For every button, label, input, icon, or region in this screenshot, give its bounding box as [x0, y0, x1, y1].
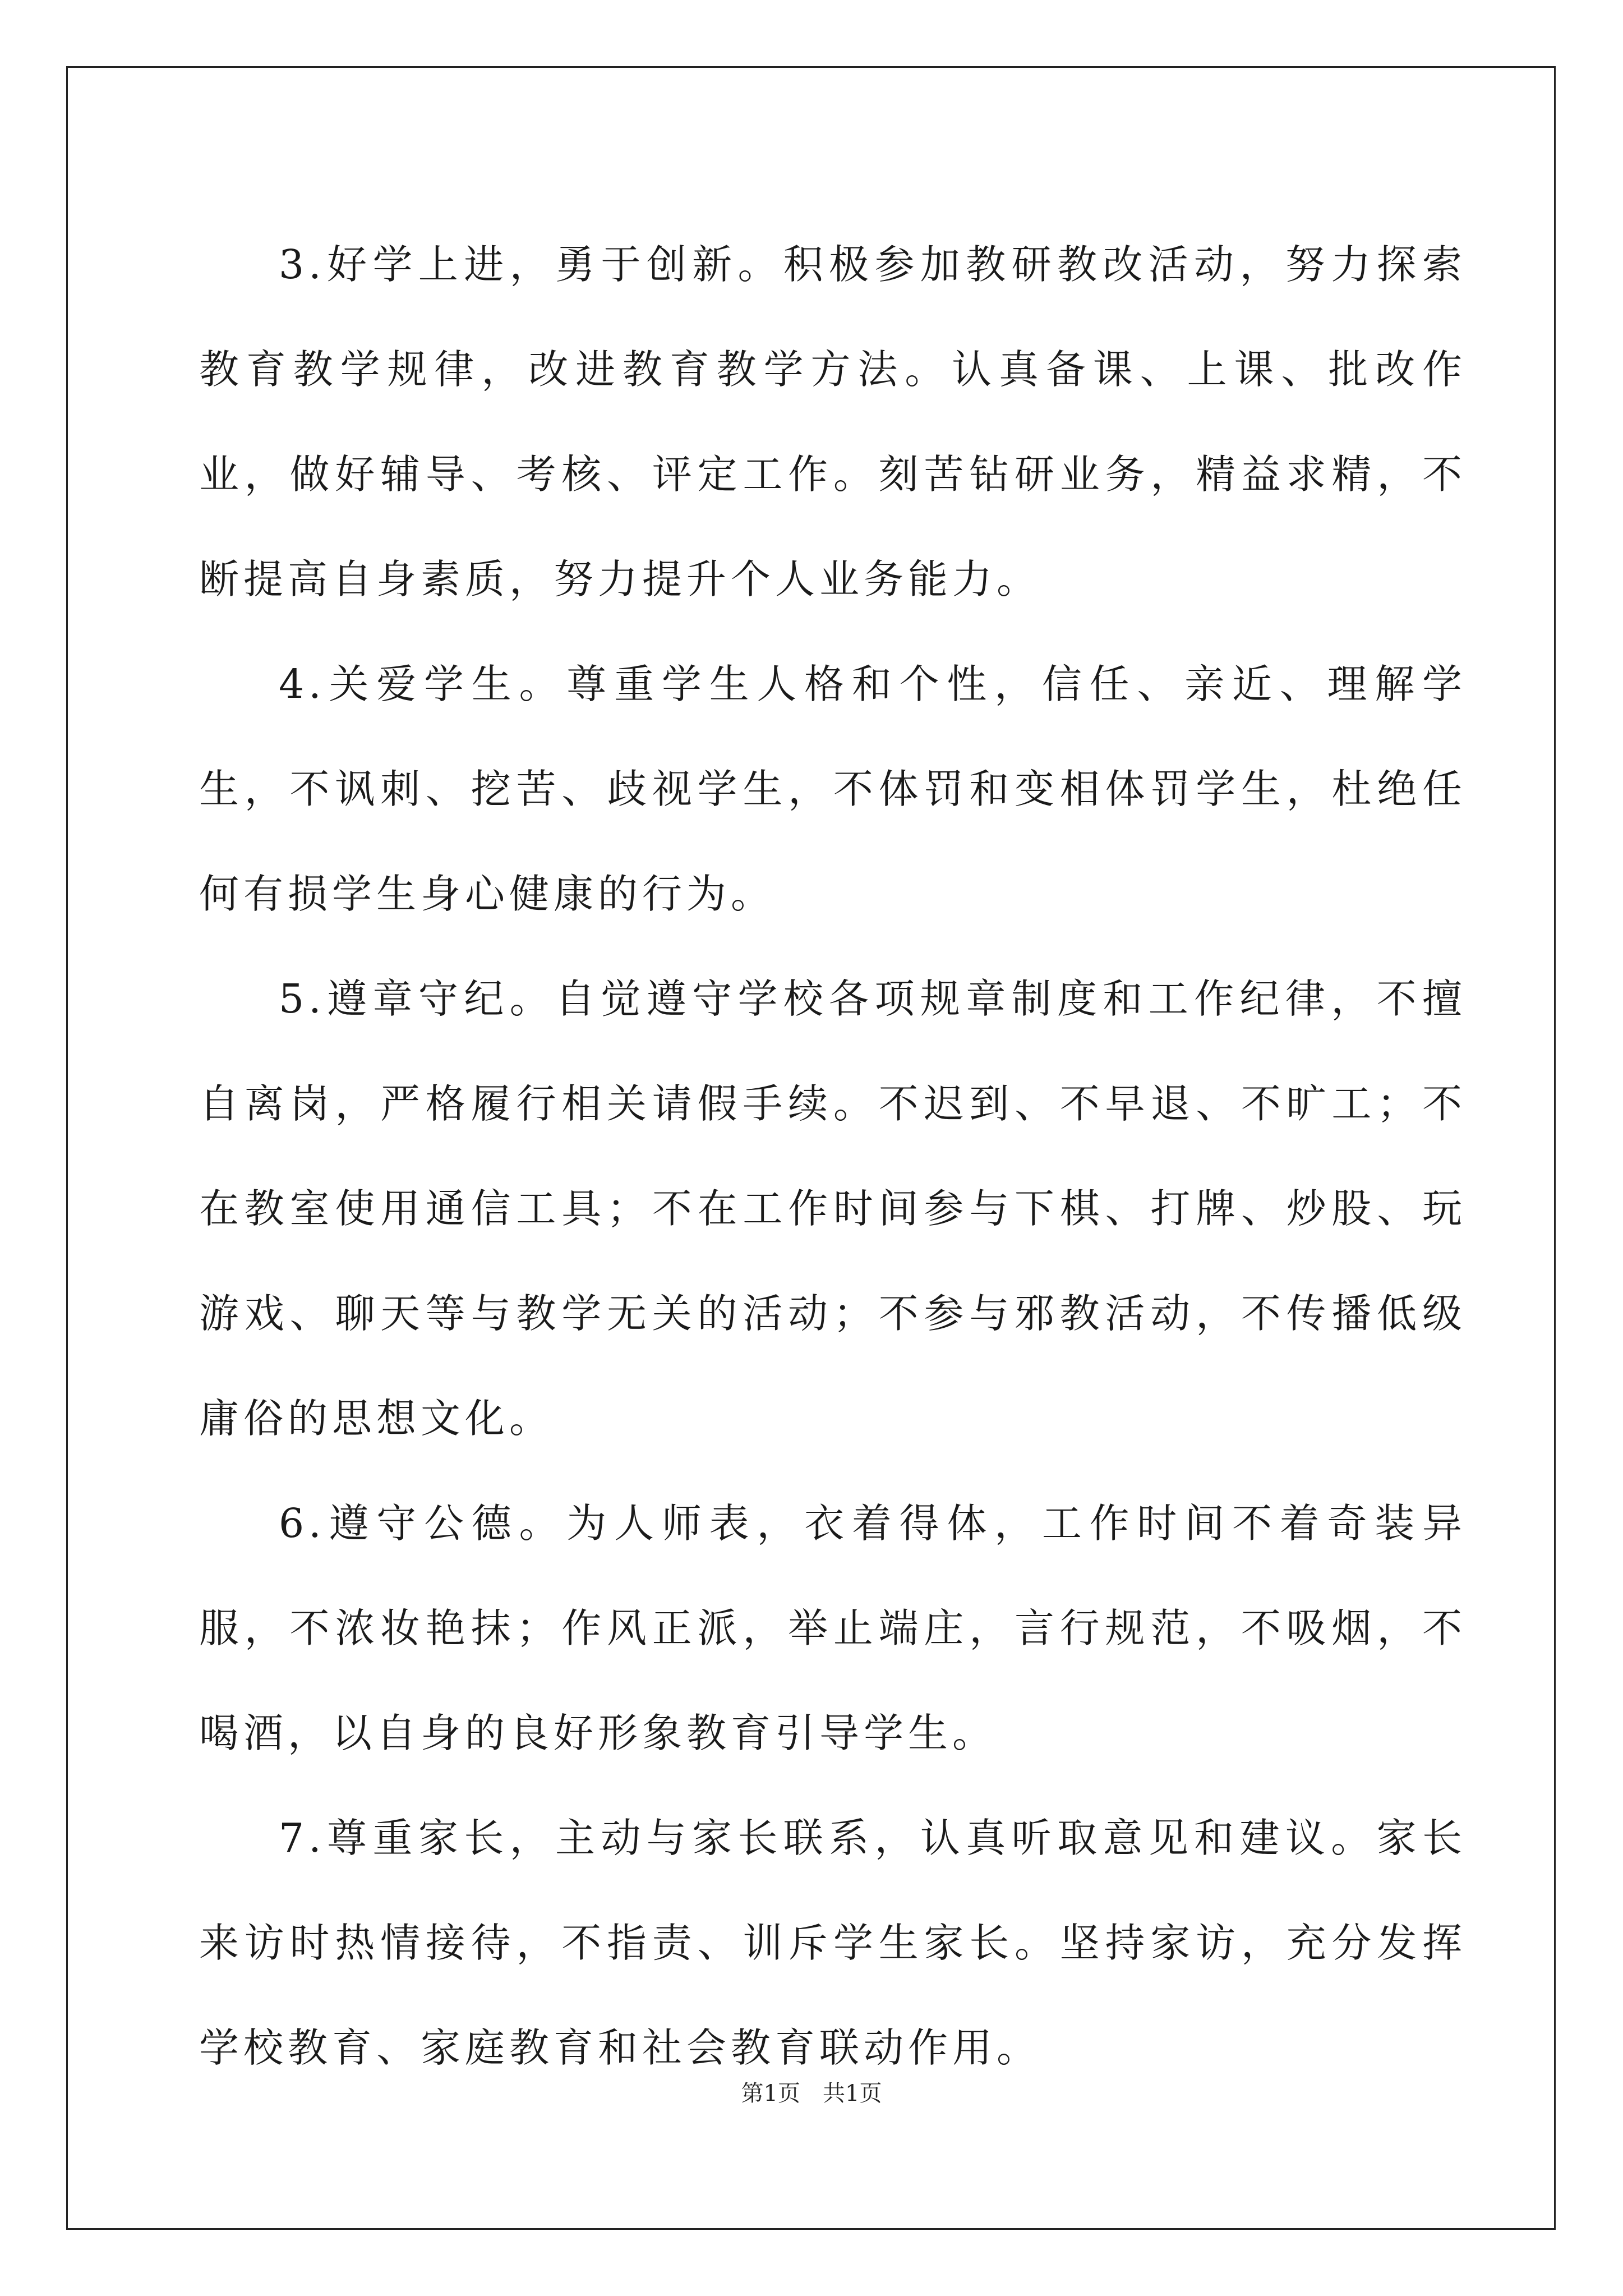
- paragraph-3: 3.好学上进，勇于创新。积极参加教研教改活动，努力探索教育教学规律，改进教育教学方法。认真备课、上课、批改作业，做好辅导、考核、评定工作。刻苦钻研业务，精益求精，不断提高自身素质，努力提升个人业务能力。: [199, 241, 1467, 602]
- paragraph-6: 6.遵守公德。为人师表，衣着得体，工作时间不着奇装异服，不浓妆艳抹；作风正派，举止端庄，言行规范，不吸烟，不喝酒，以自身的良好形象教育引导学生。: [199, 1500, 1467, 1756]
- document-body: [199, 212, 1467, 2100]
- paragraph-4: 4.关爱学生。尊重学生人格和个性，信任、亲近、理解学生，不讽刺、挖苦、歧视学生，不体罚和变相体罚学生，杜绝任何有损学生身心健康的行为。: [199, 661, 1467, 917]
- page-footer: 第1页 共1页: [741, 2081, 882, 2106]
- paragraph-5: 5.遵章守纪。自觉遵守学校各项规章制度和工作纪律，不擅自离岗，严格履行相关请假手续。不迟到、不早退、不旷工；不在教室使用通信工具；不在工作时间参与下棋、打牌、炒股、玩游戏、聊天等与教学无关的活动；不参与邪教活动，不传播低级庸俗的思想文化。: [199, 976, 1467, 1442]
- paragraph-7: 7.尊重家长，主动与家长联系，认真听取意见和建议。家长来访时热情接待，不指责、训斥学生家长。坚持家访，充分发挥学校教育、家庭教育和社会教育联动作用。: [199, 1815, 1467, 2071]
